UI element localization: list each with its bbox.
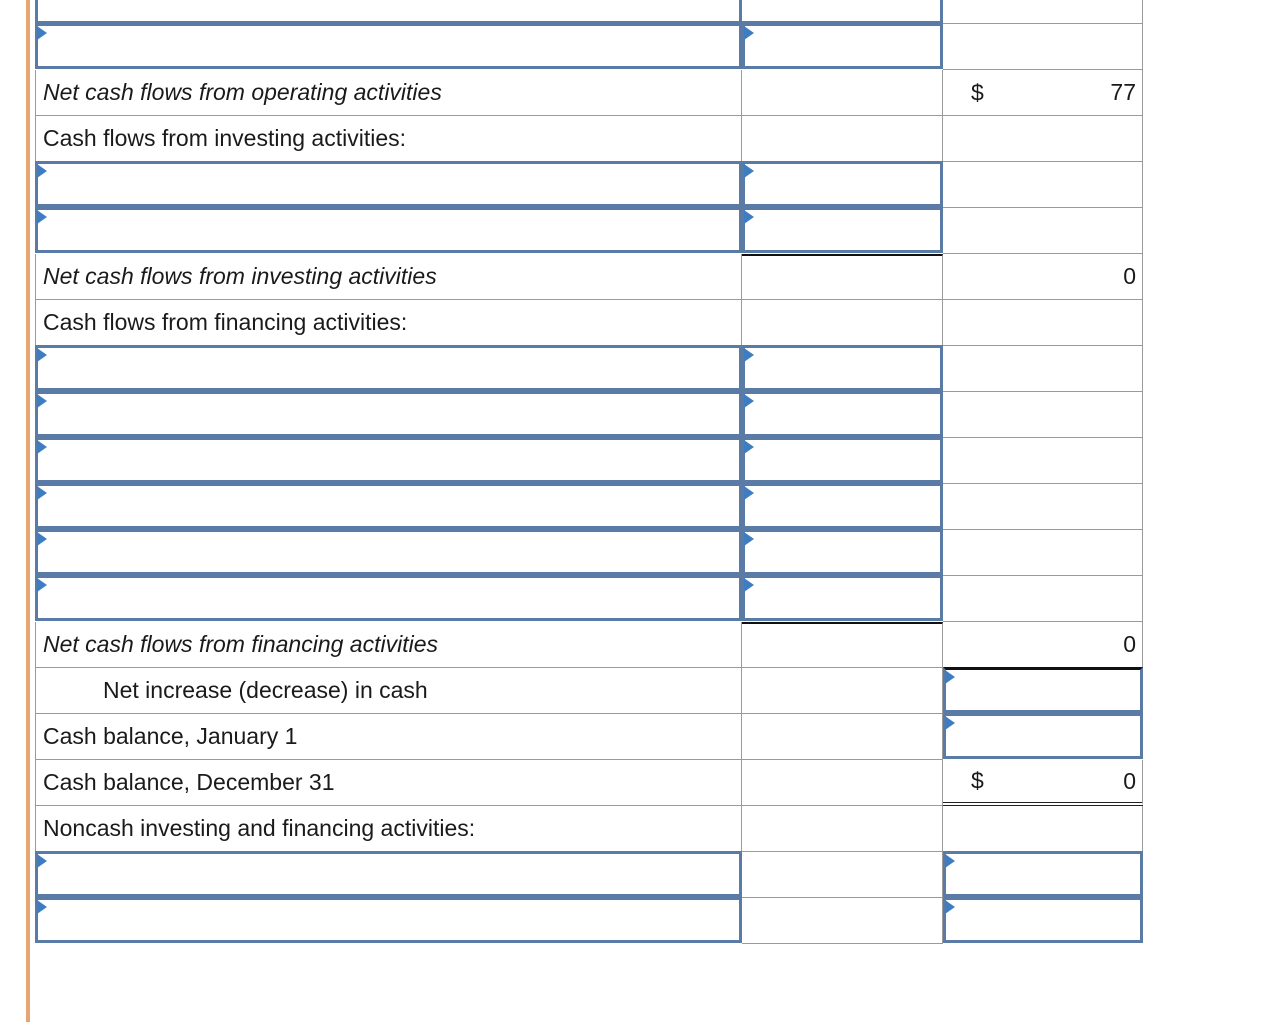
table-cell <box>943 24 1143 70</box>
table-row <box>35 438 1143 484</box>
noncash-description-input[interactable] <box>35 851 742 897</box>
financing-description-input[interactable] <box>35 575 742 621</box>
net-increase-label: Net increase (decrease) in cash <box>35 668 742 714</box>
financing-amount-input[interactable] <box>742 483 943 529</box>
financing-amount-input[interactable] <box>742 391 943 437</box>
net-increase-amount-input[interactable] <box>943 667 1143 713</box>
table-cell <box>943 162 1143 208</box>
table-cell <box>943 346 1143 392</box>
table-cell <box>943 116 1143 162</box>
table-cell <box>742 254 943 300</box>
net-financing-total <box>943 622 1143 668</box>
cash-dec31-total <box>943 760 1143 806</box>
noncash-description-input[interactable] <box>35 897 742 943</box>
operating-description-input[interactable] <box>35 23 742 69</box>
financing-description-input[interactable] <box>35 529 742 575</box>
investing-header-label: Cash flows from investing activities: <box>35 116 742 162</box>
financing-amount-input[interactable] <box>742 345 943 391</box>
financing-description-input[interactable] <box>35 437 742 483</box>
table-row <box>35 852 1143 898</box>
table-cell <box>742 806 943 852</box>
financing-header-label: Cash flows from financing activities: <box>35 300 742 346</box>
net-investing-label: Net cash flows from investing activities <box>35 254 742 300</box>
table-row <box>35 622 1143 668</box>
table-cell <box>943 300 1143 346</box>
net-operating-amount: 77 <box>1110 79 1136 105</box>
table-cell <box>943 806 1143 852</box>
table-row <box>35 714 1143 760</box>
cash-dec31-amount: 0 <box>1123 767 1136 794</box>
table-row <box>35 576 1143 622</box>
table-cell <box>742 852 943 898</box>
table-cell <box>742 760 943 806</box>
noncash-header-label: Noncash investing and financing activities: <box>35 806 742 852</box>
table-cell <box>35 0 742 24</box>
table-row <box>35 300 1143 346</box>
net-operating-label: Net cash flows from operating activities <box>35 70 742 116</box>
financing-amount-input[interactable] <box>742 437 943 483</box>
investing-description-input[interactable] <box>35 207 742 253</box>
net-investing-amount: 0 <box>1123 263 1136 289</box>
cash-jan1-amount-input[interactable] <box>943 713 1143 759</box>
table-cell <box>742 714 943 760</box>
currency-symbol: $ <box>971 767 984 794</box>
table-cell <box>943 438 1143 484</box>
financing-description-input[interactable] <box>35 483 742 529</box>
financing-description-input[interactable] <box>35 391 742 437</box>
investing-amount-input[interactable] <box>742 161 943 207</box>
table-cell <box>742 70 943 116</box>
table-row <box>35 208 1143 254</box>
noncash-amount-input[interactable] <box>943 851 1143 897</box>
table-row <box>35 0 1143 24</box>
table-cell <box>742 622 943 668</box>
table-row <box>35 530 1143 576</box>
table-row <box>35 898 1143 944</box>
financing-description-input[interactable] <box>35 345 742 391</box>
table-cell <box>742 116 943 162</box>
left-margin-rule <box>26 0 30 1022</box>
table-row <box>35 806 1143 852</box>
financing-amount-input[interactable] <box>742 529 943 575</box>
table-cell <box>943 0 1143 24</box>
cash-jan1-label: Cash balance, January 1 <box>35 714 742 760</box>
table-row <box>35 760 1143 806</box>
net-operating-total <box>943 70 1143 116</box>
noncash-amount-input[interactable] <box>943 897 1143 943</box>
table-row <box>35 668 1143 714</box>
table-row <box>35 346 1143 392</box>
table-cell <box>943 208 1143 254</box>
table-row <box>35 254 1143 300</box>
investing-amount-input[interactable] <box>742 207 943 253</box>
table-cell <box>943 392 1143 438</box>
cash-dec31-label: Cash balance, December 31 <box>35 760 742 806</box>
table-cell <box>742 300 943 346</box>
table-cell <box>943 530 1143 576</box>
net-financing-label: Net cash flows from financing activities <box>35 622 742 668</box>
table-row <box>35 484 1143 530</box>
currency-symbol: $ <box>971 79 984 105</box>
cash-flow-statement-table <box>35 0 1143 944</box>
table-row <box>35 70 1143 116</box>
table-cell <box>742 0 943 24</box>
table-cell <box>742 668 943 714</box>
table-row <box>35 24 1143 70</box>
investing-description-input[interactable] <box>35 161 742 207</box>
net-financing-amount: 0 <box>1123 631 1136 657</box>
table-row <box>35 116 1143 162</box>
table-row <box>35 392 1143 438</box>
net-investing-total <box>943 254 1143 300</box>
operating-amount-input[interactable] <box>742 23 943 69</box>
table-cell <box>742 898 943 944</box>
financing-amount-input[interactable] <box>742 575 943 621</box>
table-cell <box>943 484 1143 530</box>
table-cell <box>943 576 1143 622</box>
table-row <box>35 162 1143 208</box>
